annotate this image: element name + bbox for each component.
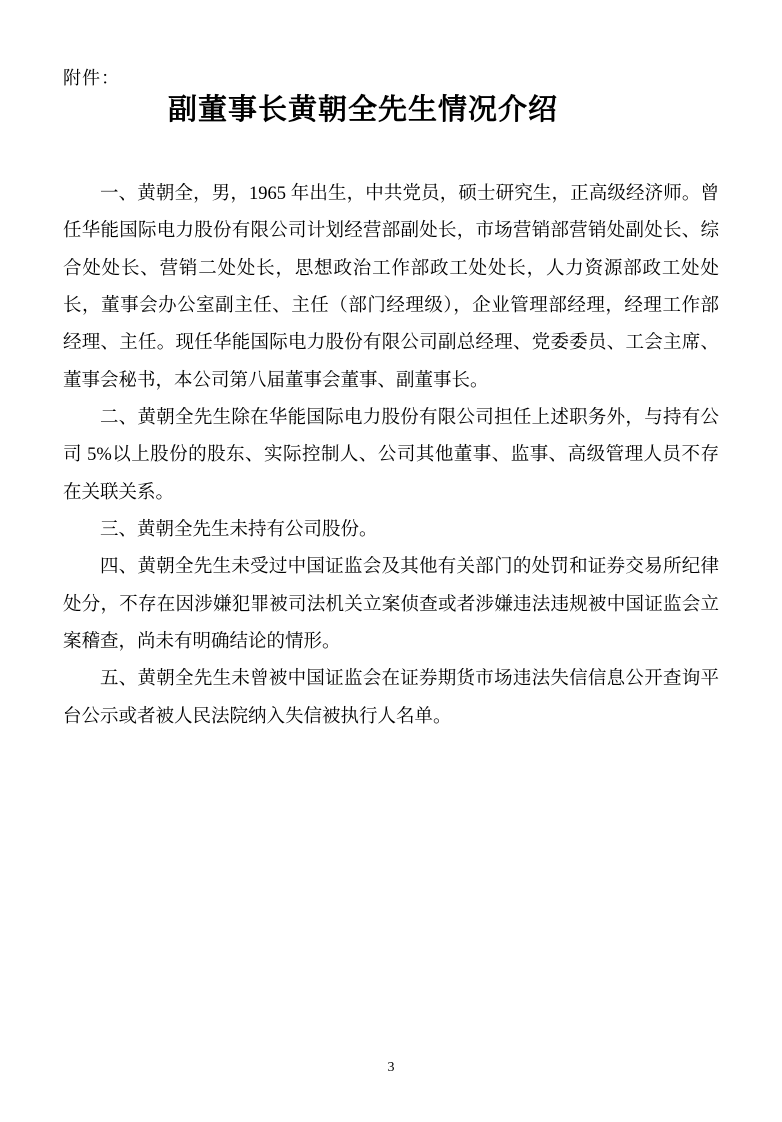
paragraph-5: 五、黄朝全先生未曾被中国证监会在证券期货市场违法失信信息公开查询平台公示或者被人民法院纳入失信被执行人名单。 — [63, 669, 719, 727]
document-body — [63, 176, 719, 736]
page-title: 副董事长黄朝全先生情况介绍 — [167, 94, 558, 126]
paragraph-4: 四、黄朝全先生未受过中国证监会及其他有关部门的处罚和证券交易所纪律处分，不存在因涉嫌犯罪被司法机关立案侦查或者涉嫌违法违规被中国证监会立案稽查，尚未有明确结论的情形。 — [63, 557, 719, 652]
paragraph-2: 二、黄朝全先生除在华能国际电力股份有限公司担任上述职务外，与持有公司 5%以上股份的股东、实际控制人、公司其他董事、监事、高级管理人员不存在关联关系。 — [63, 407, 719, 503]
paragraph-3: 三、黄朝全先生未持有公司股份。 — [100, 519, 378, 540]
page-number: 3 — [387, 1060, 395, 1075]
attachment-label: 附件： — [63, 68, 120, 88]
paragraph-1: 一、黄朝全，男，1965 年出生，中共党员，硕士研究生，正高级经济师。曾任华能国际电力股份有限公司计划经营部副处长，市场营销部营销处副处长、综合处处长、营销二处处长，思想政治工作部政工处处长，人力资源部政工处处长，董事会办公室副主任、主任（部门经理级），企业管理部经理，经理工作部经理、主任。现任华能国际电力股份有限公司副总经理、党委委员、工会主席、董事会秘书，本公司第八届董事会董事、副董事长。 — [63, 184, 719, 391]
